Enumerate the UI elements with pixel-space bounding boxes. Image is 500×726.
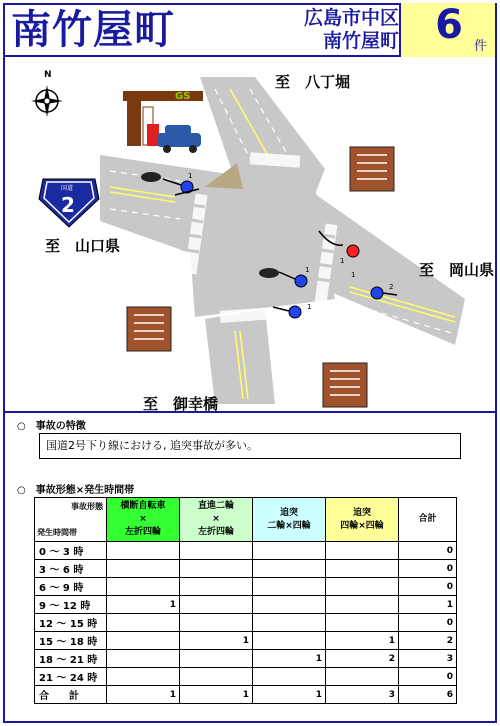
table-row — [35, 596, 457, 614]
table-row — [35, 578, 457, 596]
table-row — [35, 650, 457, 668]
accident-label: 1 — [307, 303, 312, 311]
table-cell: 2 — [399, 632, 457, 650]
table-cell — [107, 632, 180, 650]
table-heading-text: 事故形態×発生時間帯 — [35, 485, 135, 496]
table-row — [35, 614, 457, 632]
table-cell — [326, 578, 399, 596]
row-label: 12 ～ 15 時 — [35, 614, 107, 632]
table-cell — [107, 542, 180, 560]
table-cell — [107, 650, 180, 668]
table-cell: 3 — [399, 650, 457, 668]
gas-station-sign: GS — [175, 91, 191, 102]
table-row — [35, 668, 457, 686]
corner-top-label: 事故形態 — [71, 502, 103, 511]
col-line: 左折四輪 — [197, 527, 234, 537]
table-cell: 0 — [399, 578, 457, 596]
direction-north: 至 八丁堀 — [275, 73, 351, 91]
table-cell: 0 — [399, 614, 457, 632]
compass-icon — [31, 85, 63, 117]
row-label: 15 ～ 18 時 — [35, 632, 107, 650]
direction-south: 至 御幸橋 — [143, 395, 219, 413]
table-row — [35, 542, 457, 560]
table-cell — [253, 542, 326, 560]
table-cell: 0 — [399, 560, 457, 578]
table-cell — [326, 542, 399, 560]
table-cell: 0 — [399, 668, 457, 686]
table-cell: 1 — [326, 632, 399, 650]
table-cell: 1 — [180, 686, 253, 704]
table-cell — [326, 596, 399, 614]
table-cell — [326, 668, 399, 686]
table-cell — [326, 560, 399, 578]
column-header — [180, 498, 253, 542]
row-label: 3 ～ 6 時 — [35, 560, 107, 578]
table-cell — [180, 542, 253, 560]
features-heading-text: 事故の特徴 — [35, 421, 86, 432]
table-cell — [180, 668, 253, 686]
accident-marker-bicycle — [347, 245, 359, 257]
table-cell: 1 — [107, 596, 180, 614]
direction-west: 至 山口県 — [45, 237, 121, 255]
accident-table — [34, 497, 457, 704]
intersection-map — [5, 59, 495, 411]
table-cell: 0 — [399, 542, 457, 560]
table-heading: ○ 事故形態×発生時間帯 — [17, 485, 135, 496]
route-shield-number: 2 — [61, 193, 75, 217]
table-row — [35, 686, 457, 704]
accident-label: 1 — [340, 257, 345, 265]
row-label: 9 ～ 12 時 — [35, 596, 107, 614]
table-corner-cell — [35, 498, 107, 542]
accident-label: 1 — [305, 266, 310, 274]
row-label: 6 ～ 9 時 — [35, 578, 107, 596]
table-cell: 1 — [107, 686, 180, 704]
accident-count: 6 — [435, 2, 463, 48]
col-line: × — [139, 514, 147, 524]
features-heading: ○ 事故の特徴 — [17, 421, 86, 432]
table-cell: 6 — [399, 686, 457, 704]
accident-marker — [295, 275, 307, 287]
col-line: 追突 — [279, 507, 298, 518]
route-shield-label: 国道 — [61, 185, 74, 192]
header — [5, 2, 495, 57]
table-cell: 1 — [399, 596, 457, 614]
table-cell — [326, 614, 399, 632]
compass-label: N — [44, 70, 52, 80]
table-cell — [107, 560, 180, 578]
column-header — [326, 498, 399, 542]
col-line: 直進二輪 — [197, 501, 234, 511]
table-row — [35, 632, 457, 650]
accident-label: 2 — [389, 283, 394, 291]
location-ward: 広島市中区 — [303, 7, 399, 29]
col-line: 追突 — [352, 507, 371, 518]
gas-station-icon — [123, 91, 203, 153]
table-cell — [253, 596, 326, 614]
table-cell: 1 — [253, 650, 326, 668]
table-cell — [180, 596, 253, 614]
table-cell: 1 — [253, 686, 326, 704]
col-line: 横断自転車 — [120, 501, 166, 511]
accident-count-unit: 件 — [473, 39, 487, 54]
table-header-row — [35, 498, 457, 542]
column-header — [107, 498, 180, 542]
page-title: 南竹屋町 — [11, 7, 175, 53]
corner-bottom-label: 発生時間帯 — [37, 528, 77, 537]
direction-east: 至 岡山県 — [419, 261, 495, 279]
table-cell — [180, 560, 253, 578]
table-cell: 3 — [326, 686, 399, 704]
table-cell — [253, 560, 326, 578]
accident-count-box — [399, 3, 495, 57]
road-south — [205, 309, 275, 404]
row-label: 0 ～ 3 時 — [35, 542, 107, 560]
col-line: × — [212, 514, 220, 524]
intersection-area — [185, 179, 335, 317]
location-label — [275, 7, 399, 55]
accident-sheet — [3, 3, 497, 723]
col-line: 左折四輪 — [124, 527, 161, 537]
row-label: 21 ～ 24 時 — [35, 668, 107, 686]
accident-marker — [371, 287, 383, 299]
row-label: 合 計 — [35, 686, 107, 704]
table-body — [35, 542, 457, 704]
table-cell — [107, 668, 180, 686]
table-cell: 1 — [180, 632, 253, 650]
row-label: 18 ～ 21 時 — [35, 650, 107, 668]
table-cell — [253, 614, 326, 632]
accident-marker — [289, 306, 301, 318]
table-cell — [180, 578, 253, 596]
col-line: 二輪×四輪 — [267, 520, 311, 531]
table-row — [35, 560, 457, 578]
table-cell — [253, 632, 326, 650]
table-cell — [253, 578, 326, 596]
table-cell — [180, 614, 253, 632]
accident-label: 1 — [351, 271, 356, 279]
table-cell — [180, 650, 253, 668]
accident-label: 1 — [188, 172, 193, 180]
table-cell — [253, 668, 326, 686]
table-cell — [107, 614, 180, 632]
table-cell: 2 — [326, 650, 399, 668]
location-town: 南竹屋町 — [322, 30, 399, 52]
column-header — [253, 498, 326, 542]
table-cell — [107, 578, 180, 596]
col-line: 四輪×四輪 — [340, 520, 384, 531]
features-text: 国道2号下り線における, 追突事故が多い。 — [39, 433, 461, 459]
analysis-section — [5, 411, 495, 723]
column-header-total: 合計 — [399, 498, 457, 542]
